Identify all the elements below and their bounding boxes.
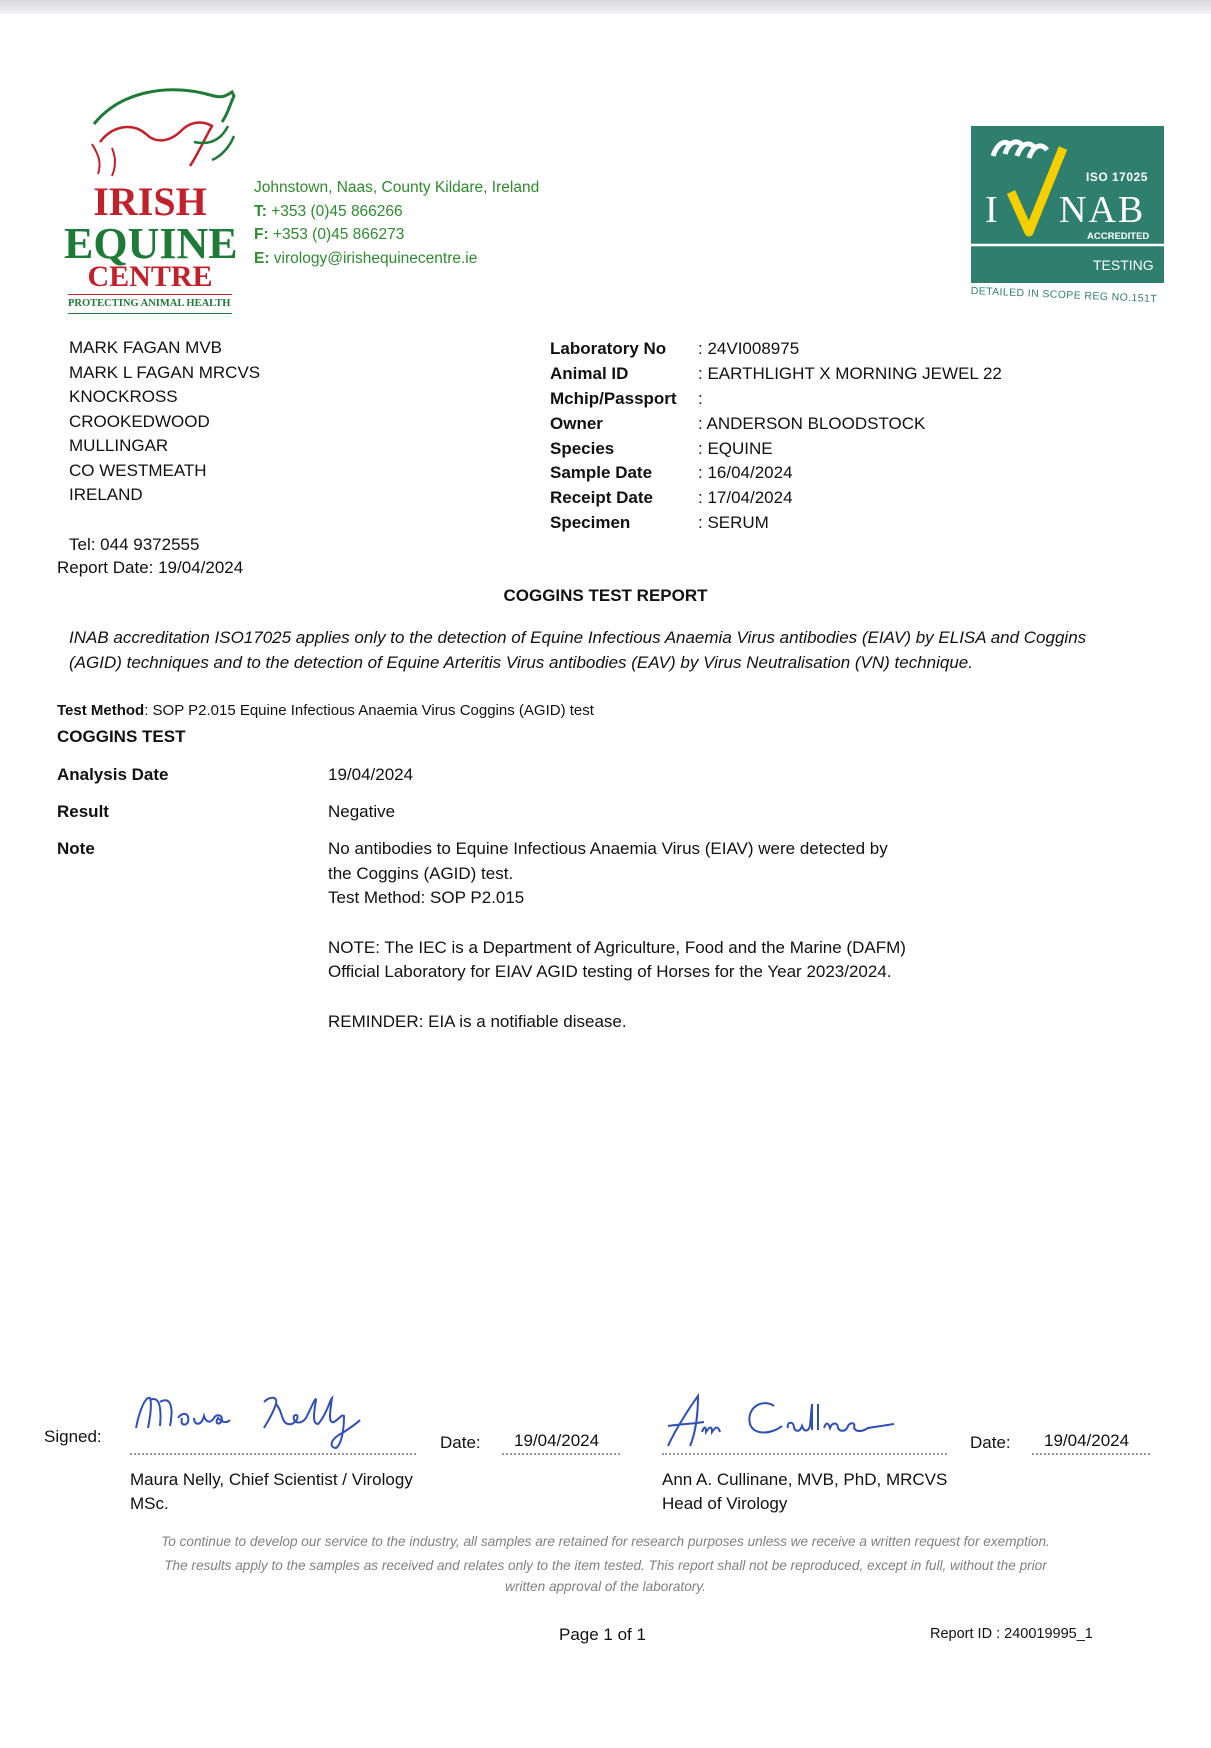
inab-accredited: ACCREDITED — [1087, 231, 1150, 242]
sample-details — [550, 337, 1002, 535]
section-title: COGGINS TEST — [57, 727, 186, 746]
report-id: Report ID : 240019995_1 — [930, 1626, 1093, 1642]
inab-badge — [970, 126, 1166, 306]
inab-scope: DETAILED IN SCOPE REG NO.151T — [970, 285, 1158, 306]
report-date: Report Date: 19/04/2024 — [57, 558, 244, 577]
date-label-1: Date: — [440, 1433, 481, 1452]
lab-fax: F: +353 (0)45 866273 — [254, 226, 405, 243]
lab-email: E: virology@irishequinecentre.ie — [254, 249, 478, 267]
inab-testing: TESTING — [1093, 257, 1154, 273]
analysis-date-label: Analysis Date — [57, 765, 169, 784]
signed-label: Signed: — [44, 1427, 102, 1446]
note-label: Note — [57, 839, 95, 858]
test-method: Test Method: SOP P2.015 Equine Infectious Anaemia Virus Coggins (AGID) test — [57, 702, 594, 719]
sample-row: Owner : ANDERSON BLOODSTOCK — [550, 413, 926, 433]
recipient-address — [69, 336, 260, 508]
logo-tagline: PROTECTING ANIMAL HEALTH — [68, 298, 231, 309]
signatory-2-name: Ann A. Cullinane, MVB, PhD, MRCVS — [662, 1470, 948, 1489]
recipient-line: MULLINGAR — [69, 436, 169, 455]
lab-logo — [60, 82, 240, 314]
note-paragraph: REMINDER: EIA is a notifiable disease. — [328, 1011, 627, 1031]
logo-word-centre: CENTRE — [87, 260, 213, 293]
sample-row: Sample Date : 16/04/2024 — [550, 463, 793, 483]
recipient-line: CO WESTMEATH — [69, 460, 207, 480]
inab-letter-i: I — [985, 189, 998, 231]
logo-word-irish: IRISH — [93, 179, 207, 224]
inab-iso: ISO 17025 — [1086, 170, 1148, 184]
sample-row: Specimen : SERUM — [550, 512, 769, 532]
analysis-date-value: 19/04/2024 — [328, 765, 414, 784]
recipient-line: CROOKEDWOOD — [69, 411, 210, 431]
logo-divider — [68, 294, 232, 295]
recipient-line: IRELAND — [69, 485, 143, 504]
signatory-1-name: Maura Nelly, Chief Scientist / Virology — [130, 1470, 413, 1489]
sample-row: Laboratory No : 24VI008975 — [550, 339, 800, 359]
sample-row: Mchip/Passport : — [550, 388, 703, 408]
viewer-top-bar — [0, 0, 1211, 14]
inab-letters: NAB — [1059, 189, 1146, 231]
footer-disclaimer: To continue to develop our service to the industry, all samples are retained for research purposes unless we receive a written request for exemption. The results apply to the samples as received and relates only to the item tested. This report shall not be reproduced, except in full, without the prior written approval of the laboratory. — [161, 1534, 1050, 1594]
lab-contact — [254, 176, 539, 270]
date-line-1 — [502, 1453, 620, 1455]
note-paragraph: NOTE: The IEC is a Department of Agriculture, Food and the Marine (DAFM) Official Laboratory for EIAV AGID testing of Horses for the Year 2023/2024. — [328, 937, 906, 981]
signatory-1-title: MSc. — [130, 1494, 169, 1513]
sample-row: Animal ID : EARTHLIGHT X MORNING JEWEL 22 — [550, 364, 1002, 384]
note-text — [328, 837, 948, 1059]
recipient-tel: Tel: 044 9372555 — [69, 535, 200, 554]
signature-1-image — [130, 1388, 380, 1458]
signature-2-date: 19/04/2024 — [1044, 1431, 1130, 1450]
page-number: Page 1 of 1 — [559, 1625, 646, 1644]
date-line-2 — [1032, 1453, 1150, 1455]
lab-address: Johnstown, Naas, County Kildare, Ireland — [254, 179, 540, 196]
date-label-2: Date: — [970, 1433, 1011, 1452]
signature-1-date: 19/04/2024 — [514, 1431, 600, 1450]
signatory-2-title: Head of Virology — [662, 1494, 788, 1513]
recipient-line: MARK L FAGAN MRCVS — [69, 362, 261, 382]
result-value: Negative — [328, 802, 396, 821]
logo-divider-bottom — [68, 313, 232, 314]
result-label: Result — [57, 802, 109, 821]
sample-row: Receipt Date : 17/04/2024 — [550, 488, 793, 508]
report-title: COGGINS TEST REPORT — [503, 586, 708, 605]
sample-row: Species : EQUINE — [550, 438, 773, 458]
lab-phone: T: +353 (0)45 866266 — [254, 202, 403, 220]
recipient-line: MARK FAGAN MVB — [69, 338, 223, 357]
logo-word-equine: EQUINE — [64, 219, 238, 268]
signature-2-image — [662, 1388, 902, 1458]
inab-badge-box — [971, 126, 1164, 283]
horse-icon — [72, 82, 244, 182]
note-paragraph: No antibodies to Equine Infectious Anaemia Virus (EIAV) were detected by the Coggins (AGID) test. Test Method: SOP P2.015 — [328, 839, 888, 907]
recipient-line: KNOCKROSS — [69, 387, 178, 406]
accreditation-statement: INAB accreditation ISO17025 applies only to the detection of Equine Infectious Anaemia Virus antibodies (EIAV) by ELISA and Coggins (AGID) techniques and to the detection of Equine Arteritis Virus antibodies (EAV) by Virus Neutralisation (VN) technique. — [69, 628, 1087, 672]
